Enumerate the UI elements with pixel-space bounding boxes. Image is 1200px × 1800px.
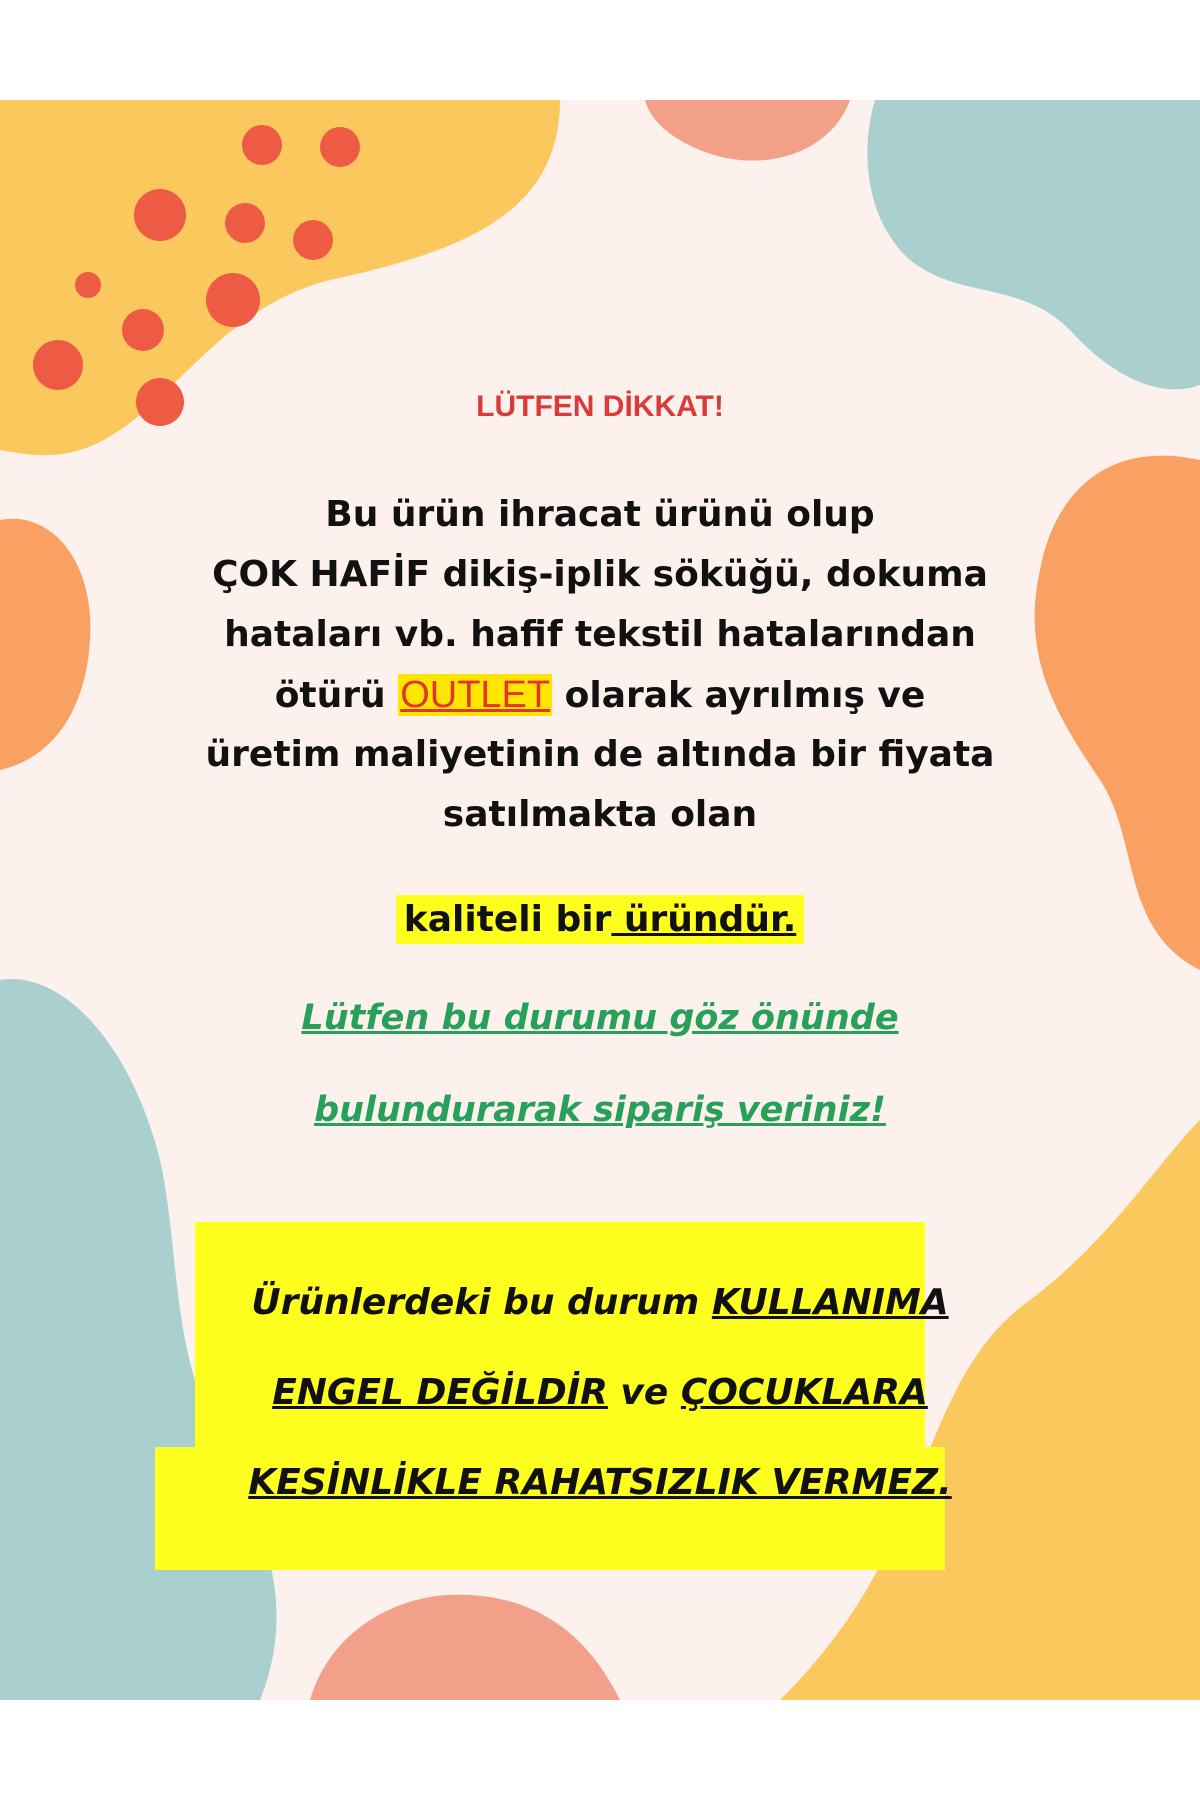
salmon-blob-top [645, 100, 850, 161]
warning-line-1 [0, 1273, 1200, 1333]
teal-blob-top-right [867, 100, 1200, 389]
body-line-5: üretim maliyetinin de altında bir fiyata [205, 734, 995, 775]
warning-text-2: ve [607, 1372, 681, 1413]
warning-text-1: Ürünlerdeki bu durum [251, 1282, 712, 1323]
body-line-4-start: ötürü [274, 675, 399, 716]
warning-box-top [195, 1222, 925, 1470]
green-line-1: Lütfen bu durumu göz önünde [301, 998, 899, 1038]
outlet-highlight: OUTLET [400, 674, 551, 716]
body-line-4 [0, 670, 1200, 720]
salmon-blob-bottom [310, 1595, 620, 1700]
quality-highlight [396, 895, 805, 944]
dot [33, 340, 83, 390]
body-line-1: Bu ürün ihracat ürünü olup [325, 494, 875, 535]
warning-line-3 [0, 1453, 1200, 1513]
warning-emphasis-1: KULLANIMA [711, 1282, 949, 1323]
body-line-2: ÇOK HAFİF dikiş-iplik söküğü, dokuma [212, 554, 988, 595]
attention-title: LÜTFEN DİKKAT! [476, 390, 724, 423]
body-line-3: hataları vb. hafif tekstil hatalarından [224, 614, 976, 655]
dot [225, 203, 265, 243]
body-line-4-end: olarak ayrılmış ve [552, 675, 926, 716]
quality-line [0, 890, 1200, 950]
dot [134, 189, 186, 241]
poster [0, 100, 1200, 1700]
warning-emphasis-3: ÇOCUKLARA [680, 1372, 928, 1413]
warning-emphasis-2: ENGEL DEĞİLDİR [272, 1372, 608, 1413]
dot [242, 125, 282, 165]
dot [320, 127, 360, 167]
dot [122, 309, 164, 351]
body-line-6: satılmakta olan [442, 794, 758, 835]
dot [293, 220, 333, 260]
dot [206, 273, 260, 327]
quality-underlined: üründür. [611, 899, 797, 940]
warning-emphasis-4: KESİNLİKLE RAHATSIZLIK VERMEZ. [248, 1462, 952, 1503]
green-line-2: bulundurarak sipariş veriniz! [314, 1090, 886, 1130]
quality-text: kaliteli bir [403, 899, 612, 940]
dot [75, 272, 101, 298]
warning-line-2 [0, 1363, 1200, 1423]
